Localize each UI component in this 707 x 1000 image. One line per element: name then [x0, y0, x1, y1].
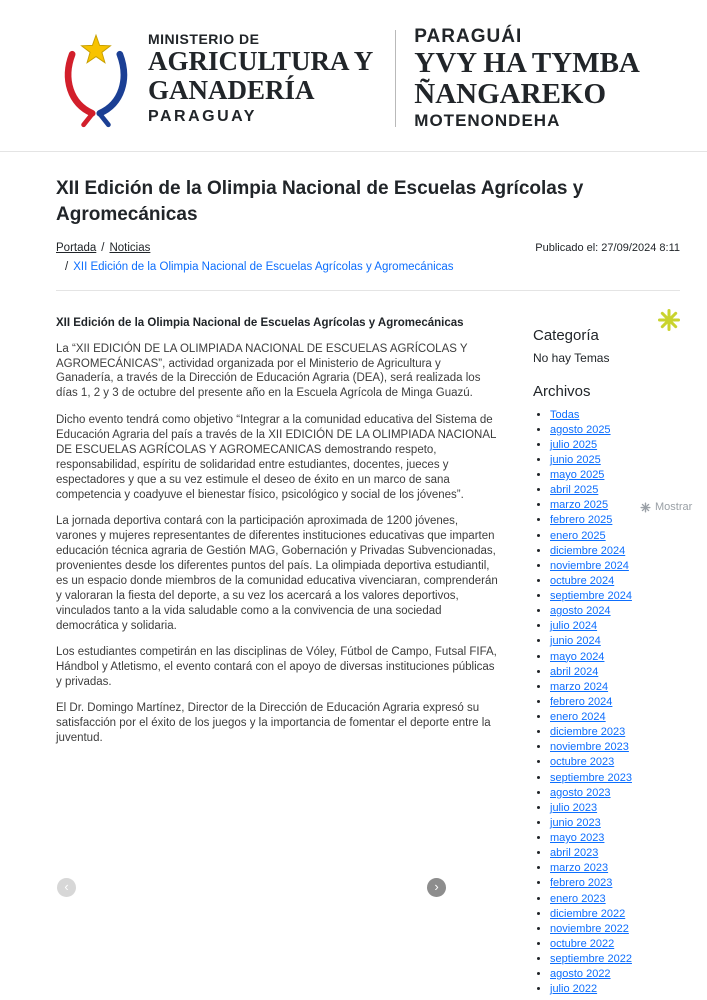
archive-link[interactable]: mayo 2023: [550, 832, 605, 845]
archives-title: Archivos: [533, 382, 591, 400]
breadcrumb-line1: [56, 239, 454, 258]
archive-item: [550, 861, 680, 876]
archive-link[interactable]: septiembre 2022: [550, 953, 632, 966]
archive-link[interactable]: febrero 2023: [550, 877, 613, 890]
archive-item: [550, 922, 680, 937]
archive-link[interactable]: junio 2024: [550, 635, 601, 648]
ministry-line3: GANADERÍA: [148, 75, 315, 106]
archive-item: [550, 695, 680, 710]
ministry-line4: PARAGUAY: [148, 108, 257, 126]
archive-link[interactable]: agosto 2024: [550, 605, 611, 618]
chevron-right-icon: ›: [434, 879, 439, 895]
archive-link[interactable]: octubre 2024: [550, 574, 615, 587]
archive-item: [550, 634, 680, 649]
breadcrumb-section-link[interactable]: Noticias: [109, 241, 151, 254]
breadcrumb-separator: /: [101, 241, 105, 254]
archive-link[interactable]: abril 2023: [550, 847, 599, 860]
archive-link[interactable]: enero 2024: [550, 711, 606, 724]
breadcrumb: [56, 239, 454, 277]
archive-link[interactable]: febrero 2024: [550, 695, 613, 708]
archive-link[interactable]: noviembre 2024: [550, 559, 629, 572]
archive-link[interactable]: julio 2024: [550, 620, 598, 633]
guarani-line3: ÑANGAREKO: [414, 77, 607, 110]
meta-row: [56, 239, 680, 277]
archive-link[interactable]: abril 2024: [550, 665, 599, 678]
archive-item: [550, 755, 680, 770]
header-divider: [395, 30, 396, 127]
guarani-brand: [414, 26, 640, 131]
archive-link[interactable]: diciembre 2023: [550, 726, 626, 739]
show-icon: [640, 502, 651, 513]
archive-link[interactable]: julio 2023: [550, 801, 598, 814]
archive-item: [550, 529, 680, 544]
breadcrumb-current: XII Edición de la Olimpia Nacional de Escuelas Agrícolas y Agromecánicas: [73, 260, 454, 273]
breadcrumb-line2: [56, 258, 454, 277]
archive-link[interactable]: junio 2025: [550, 453, 601, 466]
archive-item: [550, 680, 680, 695]
archive-item: [550, 725, 680, 740]
breadcrumb-home-link[interactable]: Portada: [56, 241, 97, 254]
archive-item: [550, 559, 680, 574]
archive-link[interactable]: octubre 2022: [550, 937, 615, 950]
mag-coat-of-arms-icon: [56, 29, 136, 129]
archive-link[interactable]: marzo 2024: [550, 680, 609, 693]
archive-link[interactable]: septiembre 2023: [550, 771, 632, 784]
category-empty-text: No hay Temas: [533, 350, 610, 365]
archive-link[interactable]: mayo 2025: [550, 469, 605, 482]
mostrar-label: Mostrar: [655, 501, 693, 513]
archive-link[interactable]: marzo 2023: [550, 862, 609, 875]
archive-link[interactable]: abril 2025: [550, 484, 599, 497]
archive-item: [550, 892, 680, 907]
archive-item: [550, 801, 680, 816]
archive-link[interactable]: septiembre 2024: [550, 590, 632, 603]
guarani-line2: YVY HA TYMBA: [414, 47, 640, 79]
archive-link[interactable]: agosto 2022: [550, 968, 611, 981]
main-columns: [56, 291, 680, 998]
breadcrumb-separator: /: [65, 260, 69, 273]
archive-item: [550, 771, 680, 786]
archives-list: [533, 408, 680, 998]
archive-item: [550, 831, 680, 846]
article-paragraph: Los estudiantes competirán en las disciplinas de Vóley, Fútbol de Campo, Futsal FIFA, Hándbol y Atletismo, el evento contará con el apoyo de diversas instituciones públicas y privadas.: [56, 645, 497, 688]
chevron-left-icon: ‹: [64, 879, 69, 895]
archive-item: [550, 786, 680, 801]
archive-item: [550, 453, 680, 468]
archive-link[interactable]: Todas: [550, 408, 580, 421]
archive-item: [550, 816, 680, 831]
archive-item: [550, 876, 680, 891]
archive-item: [550, 846, 680, 861]
archive-link[interactable]: marzo 2025: [550, 499, 609, 512]
carousel-prev-button[interactable]: [57, 878, 76, 897]
archive-item: [550, 544, 680, 559]
archive-item: [550, 438, 680, 453]
carousel-nav: [56, 878, 499, 927]
accessibility-widget-button[interactable]: [657, 308, 681, 332]
archive-item: [550, 513, 680, 528]
mag-logo: [56, 29, 136, 129]
archive-link[interactable]: agosto 2023: [550, 786, 611, 799]
archive-item: [550, 483, 680, 498]
archive-link[interactable]: febrero 2025: [550, 514, 613, 527]
article-paragraph: El Dr. Domingo Martínez, Director de la Dirección de Educación Agraria expresó su satisfacción por el éxito de los juegos y la importancia de fomentar el deporte entre la juventud.: [56, 702, 491, 745]
article-paragraphs: [56, 342, 499, 747]
archive-item: [550, 408, 680, 423]
mostrar-toggle[interactable]: [637, 500, 695, 514]
article-paragraph: La “XII EDICIÓN DE LA OLIMPIADA NACIONAL DE ESCUELAS AGRÍCOLAS Y AGROMECÁNICAS”, actividad organizada por el Ministerio de Agricultura y Ganadería, a través de la Dirección de Educación Agraria (DEA), será realizada los días 1, 2 y 3 de octubre del presente año en la Escuela Agrícola de Minga Guazú.: [56, 342, 481, 400]
archive-item: [550, 619, 680, 634]
archive-link[interactable]: julio 2022: [550, 983, 598, 996]
archive-link[interactable]: mayo 2024: [550, 650, 605, 663]
archive-item: [550, 604, 680, 619]
archive-link[interactable]: diciembre 2022: [550, 907, 626, 920]
archive-item: [550, 952, 680, 967]
ministry-line1: MINISTERIO DE: [148, 31, 260, 48]
archive-item: [550, 589, 680, 604]
archive-item: [550, 967, 680, 982]
archive-item: [550, 423, 680, 438]
asterisk-icon: [657, 308, 681, 332]
archive-item: [550, 740, 680, 755]
category-title: Categoría: [533, 326, 599, 344]
content: [0, 152, 707, 997]
site-header: [0, 0, 707, 152]
article-heading: XII Edición de la Olimpia Nacional de Escuelas Agrícolas y Agromecánicas: [56, 316, 464, 329]
archive-link[interactable]: noviembre 2023: [550, 741, 629, 754]
archive-link[interactable]: enero 2023: [550, 892, 606, 905]
archive-item: [550, 907, 680, 922]
archive-item: [550, 937, 680, 952]
ministry-brand: [148, 31, 373, 126]
archive-link[interactable]: noviembre 2022: [550, 922, 629, 935]
page-title: XII Edición de la Olimpia Nacional de Escuelas Agrícolas y Agromecánicas: [56, 178, 584, 225]
archive-item: [550, 574, 680, 589]
guarani-line1: PARAGUÁI: [414, 26, 523, 47]
guarani-line4: MOTENONDEHA: [414, 111, 561, 131]
archive-link[interactable]: junio 2023: [550, 816, 601, 829]
published-date: Publicado el: 27/09/2024 8:11: [535, 241, 680, 254]
archive-item: [550, 468, 680, 483]
archive-item: [550, 982, 680, 997]
archive-link[interactable]: julio 2025: [550, 438, 598, 451]
archive-item: [550, 650, 680, 665]
carousel-next-button[interactable]: [427, 878, 446, 897]
archive-link[interactable]: agosto 2025: [550, 423, 611, 436]
archive-item: [550, 665, 680, 680]
article-paragraph: La jornada deportiva contará con la participación aproximada de 1200 jóvenes, varones y mujeres representantes de diferentes instituciones educativas que imparten educación técnica agraria de Gestión MAG, Gobernación y Privadas Subvencionadas, provenientes desde los diferentes puntos del país. La olimpiada deportiva estudiantil, es un espacio donde miembros de la comunidad educativa vivenciaran, comprenderán y valoraran la fiesta del deporte, a su vez los acercará a los valores deportivos, vinculados tanto a la vida saludable como a la convivencia de una sociedad democrática y solidaria.: [56, 514, 498, 632]
ministry-line2: AGRICULTURA Y: [148, 46, 374, 77]
archive-link[interactable]: octubre 2023: [550, 756, 615, 769]
archive-item: [550, 710, 680, 725]
sidebar: [533, 317, 680, 998]
article-paragraph: Dicho evento tendrá como objetivo “Integrar a la comunidad educativa del Sistema de Educación Agraria del país a través de la XII EDICIÓN DE LA OLIMPIADA NACIONAL DE ESCUELAS AGRÍCOLAS Y AGROMECANICAS demostrando respeto, responsabilidad, espíritu de solidaridad entre estudiantes, docentes, jueces y espectadores y que a su vez estimule el deseo de éxito en un marco de sana competencia y coadyuve el bienestar físico, psicológico y social de los jóvenes”.: [56, 413, 496, 501]
article-column: [56, 317, 499, 998]
archive-link[interactable]: diciembre 2024: [550, 544, 626, 557]
archive-link[interactable]: enero 2025: [550, 529, 606, 542]
